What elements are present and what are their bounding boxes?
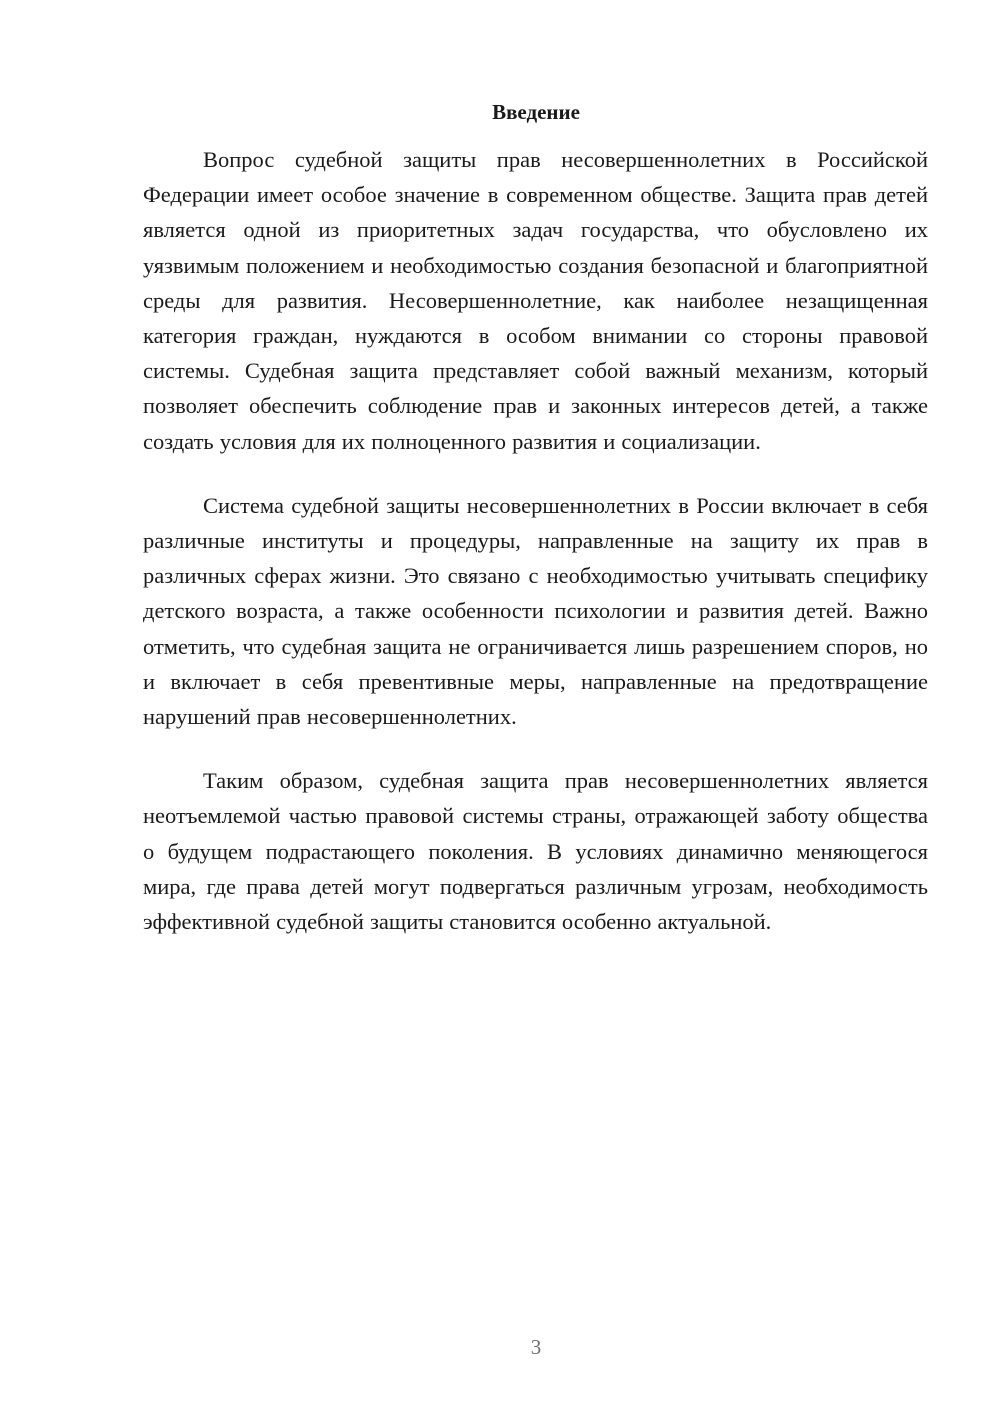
paragraph-1: Вопрос судебной защиты прав несовершеннолетних в Российской Федерации имеет особое значение в современном обществе. Защита прав детей является одной из приоритетных задач государства, что обусловлено их уязвимым положением и необходимостью создания безопасной и благоприятной среды для развития. Несовершеннолетние, как наиболее незащищенная категория граждан, нуждаются в особом внимании со стороны правовой системы. Судебная защита представляет собой важный механизм, который позволяет обеспечить соблюдение прав и законных интересов детей, а также создать условия для их полноценного развития и социализации.	[143, 147, 928, 454]
paragraph-3: Таким образом, судебная защита прав несовершеннолетних является неотъемлемой частью правовой системы страны, отражающей заботу общества о будущем подрастающего поколения. В условиях динамично меняющегося мира, где права детей могут подвергаться различным угрозам, необходимость эффективной судебной защиты становится особенно актуальной.	[143, 768, 928, 935]
page-number: 3	[530, 1335, 542, 1359]
section-heading: Введение	[492, 100, 580, 124]
body-text	[143, 142, 928, 968]
paragraph-2: Система судебной защиты несовершеннолетних в России включает в себя различные институты и процедуры, направленные на защиту их прав в различных сферах жизни. Это связано с необходимостью учитывать специфику детского возраста, а также особенности психологии и развития детей. Важно отметить, что судебная защита не ограничивается лишь разрешением споров, но и включает в себя превентивные меры, направленные на предотвращение нарушений прав несовершеннолетних.	[143, 492, 928, 730]
